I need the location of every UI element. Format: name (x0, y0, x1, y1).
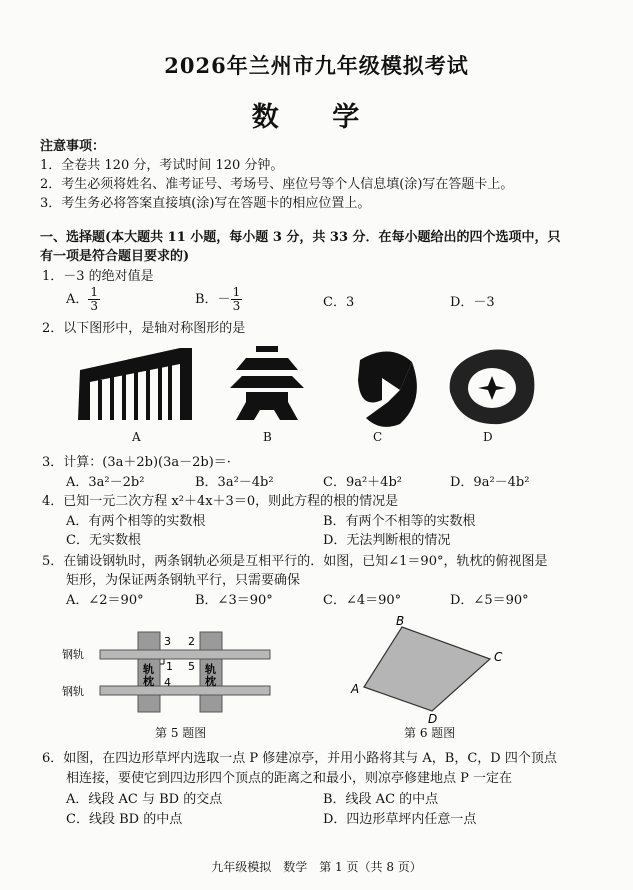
question-1-stem: 1．－3 的绝对值是 (42, 269, 154, 284)
question-4-stem: 4．已知一元二次方程 x²＋4x＋3＝0，则此方程的根的情况是 (42, 494, 399, 509)
q6-option-a: A．线段 AC 与 BD 的交点 (66, 792, 223, 807)
q2-label-c: C (373, 430, 383, 444)
rail-bottom-label: 钢轨 (62, 685, 84, 698)
sleeper-right-char-2: 枕 (205, 675, 216, 688)
q5-option-c: C．∠4＝90° (323, 593, 402, 608)
question-2-stem: 2．以下图形中，是轴对称图形的是 (42, 321, 246, 336)
fraction-denominator: 3 (232, 299, 241, 313)
question-3-stem: 3．计算：(3a＋2b)(3a－2b)＝· (42, 455, 231, 470)
q5-option-d: D．∠5＝90° (450, 593, 529, 608)
q1-option-d: D．－3 (450, 295, 495, 310)
note-item: 1．全卷共 120 分，考试时间 120 分钟。 (40, 158, 284, 173)
q4-option-c: C．无实数根 (66, 533, 141, 548)
page-footer: 九年级模拟 数学 第 1 页（共 8 页） (211, 860, 422, 874)
q3-option-a: A．3a²－2b² (66, 475, 145, 490)
q5-option-a: A．∠2＝90° (66, 593, 144, 608)
q4-option-b: B．有两个不相等的实数根 (323, 514, 476, 529)
fraction-numerator: 1 (232, 285, 241, 299)
q1-option-a-label: A． (66, 292, 89, 307)
q6-option-d: D．四边形草坪内任意一点 (323, 812, 477, 827)
q3-option-b: B．3a²－4b² (195, 475, 274, 490)
q2-label-d: D (483, 430, 493, 444)
rail-bottom (100, 686, 270, 695)
section-heading-cont: 有一项是符合题目要求的) (40, 249, 190, 264)
question-6-stem: 6．如图，在四边形草坪内选取一点 P 修建凉亭，并用小路将其与 A，B，C，D 四个顶点 (42, 751, 557, 766)
q2-label-b: B (263, 430, 272, 444)
figure-d-ring-logo (450, 350, 535, 425)
point-a-label: A (351, 682, 360, 696)
point-d-label: D (428, 712, 438, 725)
q5-option-b: B．∠3＝90° (195, 593, 273, 608)
angle-2-label: 2 (188, 635, 195, 648)
figure-c-ribbon (358, 351, 417, 426)
point-c-label: C (494, 650, 503, 664)
angle-3-label: 3 (164, 635, 171, 648)
angle-1-label: 1 (166, 660, 173, 673)
q4-option-d: D．无法判断根的情况 (323, 533, 451, 548)
q6-option-c: C．线段 BD 的中点 (66, 812, 183, 827)
q1-option-b (195, 286, 242, 313)
q3-option-d: D．9a²－4b² (450, 475, 530, 490)
subject-title: 数 学 (251, 102, 382, 133)
q1-option-a (66, 286, 100, 313)
q3-option-c: C．9a²＋4b² (323, 475, 402, 490)
angle-4-label: 4 (164, 676, 171, 689)
point-b-label: B (396, 615, 405, 628)
rail-top (100, 650, 270, 659)
q1-option-b-label: B．－ (195, 292, 231, 307)
q6-option-b: B．线段 AC 的中点 (323, 792, 439, 807)
figure-5-caption: 第 5 题图 (155, 726, 207, 740)
fraction-numerator: 1 (90, 285, 99, 299)
note-item: 3．考生务必将答案直接填(涂)写在答题卡的相应位置上。 (40, 196, 371, 211)
q1-option-b-fraction (231, 286, 243, 313)
figure-6-quadrilateral (340, 615, 520, 725)
exam-title: 2026年兰州市九年级模拟考试 (164, 53, 469, 78)
figure-a-building (78, 348, 192, 420)
q2-label-a: A (132, 430, 141, 444)
angle-5-label: 5 (188, 660, 195, 673)
sleeper-left-char-1: 轨 (143, 663, 154, 676)
section-heading: 一、选择题(本大题共 11 小题，每小题 3 分，共 33 分．在每小题给出的四个选项中，只 (40, 230, 561, 245)
figure-6-caption: 第 6 题图 (404, 726, 456, 740)
sleeper-right-char-1: 轨 (205, 663, 216, 676)
q1-option-a-fraction (88, 286, 100, 313)
notes-heading: 注意事项： (40, 139, 106, 154)
rail-top-label: 钢轨 (62, 648, 84, 661)
q1-option-c: C．3 (323, 295, 355, 310)
question-5-stem: 5．在铺设钢轨时，两条钢轨必须是互相平行的．如图，已知∠1＝90°，轨枕的俯视图是 (42, 554, 548, 569)
note-item: 2．考生必须将姓名、准考证号、考场号、座位号等个人信息填(涂)写在答题卡上。 (40, 177, 514, 192)
figure-b-tower (230, 346, 304, 420)
fraction-denominator: 3 (90, 299, 99, 313)
question-5-stem-cont: 矩形，为保证两条钢轨平行，只需要确保 (66, 573, 301, 588)
question-6-stem-cont: 相连接，要使它到四边形四个顶点的距离之和最小，则凉亭修建地点 P 一定在 (66, 771, 513, 786)
sleeper-left-char-2: 枕 (143, 675, 154, 688)
q4-option-a: A．有两个相等的实数根 (66, 514, 206, 529)
quadrilateral-lawn (364, 627, 490, 711)
figure-5-rails (60, 620, 280, 720)
